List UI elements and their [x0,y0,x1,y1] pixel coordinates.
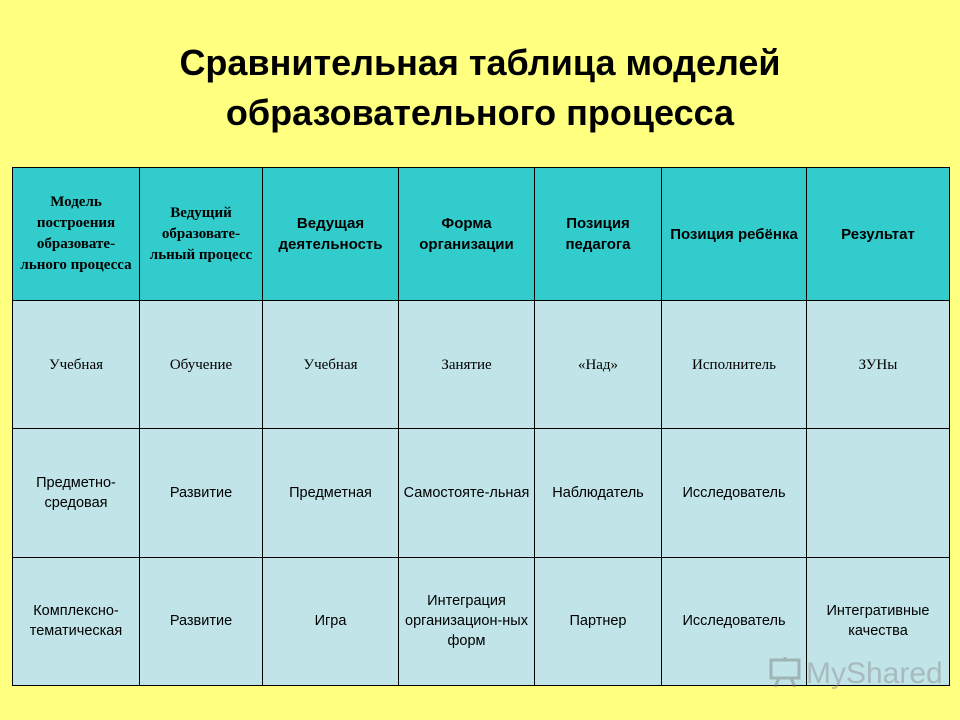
table-cell: Развитие [140,429,263,557]
table-cell: Интегративные качества [807,557,950,685]
table-cell: Учебная [13,301,140,429]
table-cell: «Над» [535,301,662,429]
table-header-row [13,168,950,301]
header-result: Результат [807,168,950,301]
table-cell: Исполнитель [662,301,807,429]
header-model: Модель построения образовате-льного процесса [13,168,140,301]
table-cell: Комплексно-тематическая [13,557,140,685]
table-cell: Занятие [399,301,535,429]
comparison-table [12,167,950,686]
header-leading-activity: Ведущая деятельность [263,168,399,301]
table-cell [807,429,950,557]
slide-title [0,38,960,138]
header-child-position: Позиция ребёнка [662,168,807,301]
table-cell: Интеграция организацион-ных форм [399,557,535,685]
table-cell: Развитие [140,557,263,685]
slide-title-line-2: образовательного процесса [225,92,735,133]
slide-title-line-1: Сравнительная таблица моделей [179,42,781,83]
watermark [768,656,943,692]
table-cell: Самостояте-льная [399,429,535,557]
table-cell: Наблюдатель [535,429,662,557]
presentation-board-icon [768,656,802,693]
table-cell: Учебная [263,301,399,429]
table-cell: Игра [263,557,399,685]
table-cell: Исследователь [662,557,807,685]
table-row [13,429,950,557]
header-organization-form: Форма организации [399,168,535,301]
table-cell: Исследователь [662,429,807,557]
table-cell: Обучение [140,301,263,429]
table-cell: Предметная [263,429,399,557]
table-cell: ЗУНы [807,301,950,429]
header-teacher-position: Позиция педагога [535,168,662,301]
watermark-text: MyShared [806,657,943,690]
table-cell: Партнер [535,557,662,685]
table-cell: Предметно-средовая [13,429,140,557]
table-row [13,301,950,429]
header-leading-process: Ведущий образовате-льный процесс [140,168,263,301]
